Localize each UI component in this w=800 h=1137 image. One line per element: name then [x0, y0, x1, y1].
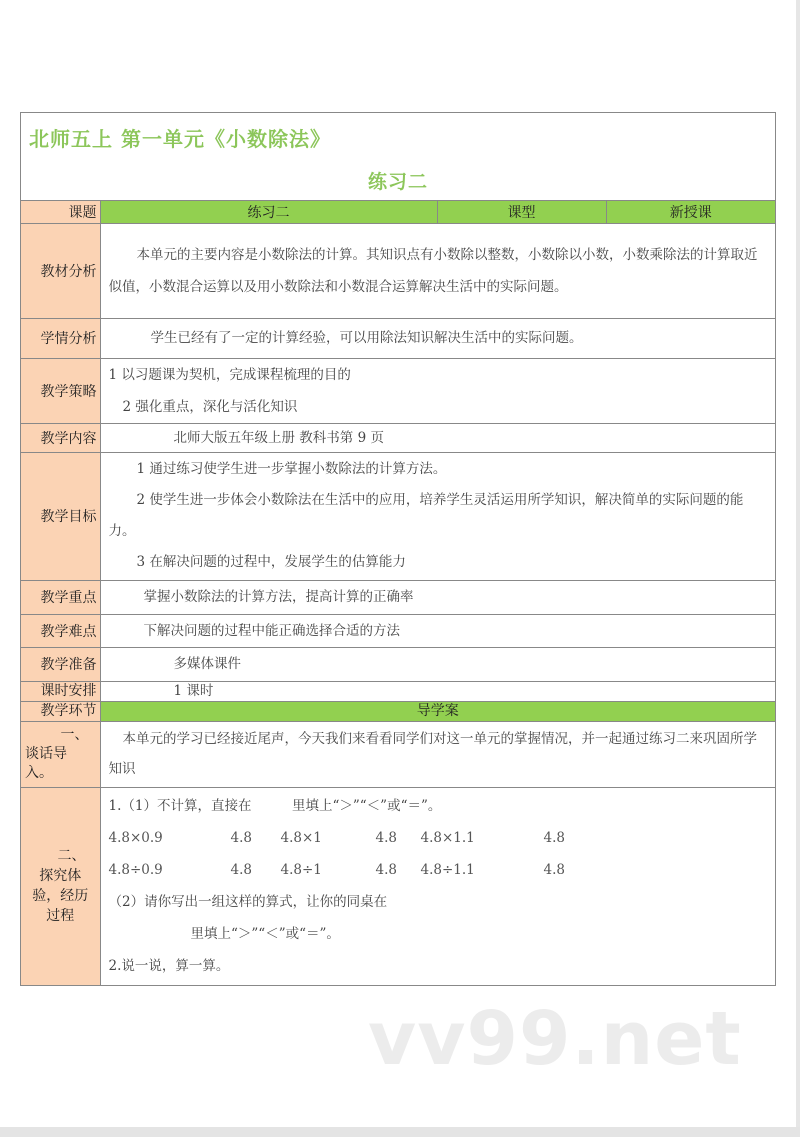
- compare-value: 4.8: [543, 829, 565, 846]
- material-analysis-row: [21, 223, 775, 318]
- expression: 4.8×1.1: [420, 829, 475, 846]
- section-header-row: [21, 701, 775, 721]
- key-points-text: 掌握小数除法的计算方法，提高计算的正确率: [143, 589, 414, 605]
- topic-label: 课题: [21, 201, 100, 223]
- expression: 4.8÷1.1: [420, 861, 475, 878]
- explore-label-line-2: 探究体: [39, 868, 82, 885]
- compare-value: 4.8: [230, 829, 252, 846]
- preparation-row: [21, 647, 775, 681]
- math-row-1: [109, 822, 768, 854]
- student-analysis-cell: [100, 318, 775, 358]
- content-label: 教学内容: [21, 423, 100, 452]
- objectives-label: 教学目标: [21, 452, 100, 580]
- material-analysis-cell: [100, 223, 775, 318]
- intro-row: [21, 721, 775, 787]
- page-bottom-edge: [0, 1127, 800, 1137]
- section-header-label: 教学环节: [21, 701, 100, 721]
- objectives-line-1: 1 通过练习使学生进一步掌握小数除法的计算方法。: [136, 461, 447, 477]
- expression: 4.8÷1: [280, 861, 322, 878]
- schedule-cell: [100, 681, 775, 701]
- material-analysis-label: 教材分析: [21, 223, 100, 318]
- student-analysis-text: 学生已经有了一定的计算经验，可以用除法知识解决生活中的实际问题。: [150, 330, 583, 346]
- exercise-1-part-2-line-1: （2）请你写出一组这样的算式，让你的同桌在: [108, 893, 388, 910]
- explore-cell: [100, 787, 775, 985]
- key-points-row: [21, 580, 775, 614]
- difficulties-cell: [100, 614, 775, 647]
- intro-label-line-2: 谈话导: [25, 745, 67, 762]
- objectives-line-2: 2 使学生进一步体会小数除法在生活中的应用，培养学生灵活运用所学知识，解决简单的实际问题的能力。: [108, 492, 744, 539]
- compare-value: 4.8: [230, 861, 252, 878]
- expression: 4.8×0.9: [108, 829, 163, 846]
- preparation-cell: [100, 647, 775, 681]
- student-analysis-label: 学情分析: [21, 318, 100, 358]
- difficulties-text: 下解决问题的过程中能正确选择合适的方法: [143, 622, 400, 639]
- difficulties-row: [21, 614, 775, 647]
- intro-text: 本单元的学习已经接近尾声，今天我们来看看同学们对这一单元的掌握情况，并一起通过练习二来巩固所学知识: [108, 731, 757, 777]
- compare-value: 4.8: [375, 829, 397, 846]
- student-analysis-row: [21, 318, 775, 358]
- lesson-plan-document: [20, 112, 776, 986]
- document-subtitle: 练习二: [367, 171, 428, 193]
- intro-label-line-1: 一、: [60, 726, 89, 743]
- material-analysis-text: 本单元的主要内容是小数除法的计算。其知识点有小数除以整数，小数除以小数，小数乘除法的计算取近似值，小数混合运算以及用小数除法和小数混合运算解决生活中的实际问题。: [108, 246, 758, 295]
- content-cell: [100, 423, 775, 452]
- section-header-value: 导学案: [100, 701, 775, 721]
- preparation-text: 多媒体课件: [173, 656, 241, 672]
- exercise-1-intro: 1.（1）不计算，直接在 里填上“＞”“＜”或“＝”。: [108, 797, 442, 814]
- document-title: 北师五上 第一单元《小数除法》: [29, 127, 331, 151]
- explore-label-line-1: 二、: [57, 848, 86, 865]
- schedule-label: 课时安排: [21, 681, 100, 701]
- type-value: 新授课: [606, 201, 775, 223]
- exercise-1-part-2-line-2: 里填上“＞”“＜”或“＝”。: [190, 925, 340, 942]
- strategy-cell: [100, 358, 775, 423]
- content-text: 北师大版五年级上册 教科书第 9 页: [173, 429, 384, 446]
- compare-value: 4.8: [375, 861, 397, 878]
- page-edge: [796, 0, 800, 1137]
- explore-label-cell: [21, 787, 100, 985]
- title-block: [21, 113, 775, 201]
- preparation-label: 教学准备: [21, 647, 100, 681]
- expression: 4.8×1: [280, 829, 322, 846]
- watermark: vv99.net: [368, 996, 742, 1082]
- strategy-line-1: 1 以习题课为契机，完成课程梳理的目的: [108, 366, 351, 383]
- explore-label-line-3: 验，经历: [32, 888, 89, 905]
- schedule-text: 1 课时: [173, 683, 214, 699]
- topic-row: [21, 201, 775, 223]
- intro-cell: [100, 721, 775, 787]
- type-label: 课型: [437, 201, 606, 223]
- compare-value: 4.8: [543, 861, 565, 878]
- strategy-label: 教学策略: [21, 358, 100, 423]
- content-row: [21, 423, 775, 452]
- objectives-cell: [100, 452, 775, 580]
- expression: 4.8÷0.9: [108, 861, 163, 878]
- difficulties-label: 教学难点: [21, 614, 100, 647]
- key-points-cell: [100, 580, 775, 614]
- intro-label-line-3: 入。: [25, 764, 53, 781]
- explore-row: [21, 787, 775, 985]
- intro-label-cell: [21, 721, 100, 787]
- key-points-label: 教学重点: [21, 580, 100, 614]
- exercise-2: 2.说一说，算一算。: [108, 957, 230, 974]
- lesson-table: [21, 201, 775, 985]
- strategy-line-2: 2 强化重点，深化与活化知识: [122, 398, 298, 415]
- objectives-line-3: 3 在解决问题的过程中，发展学生的估算能力: [136, 554, 406, 570]
- math-row-2: [109, 854, 768, 886]
- schedule-row: [21, 681, 775, 701]
- topic-value: 练习二: [100, 201, 437, 223]
- objectives-row: [21, 452, 775, 580]
- explore-label-line-4: 过程: [46, 908, 75, 925]
- strategy-row: [21, 358, 775, 423]
